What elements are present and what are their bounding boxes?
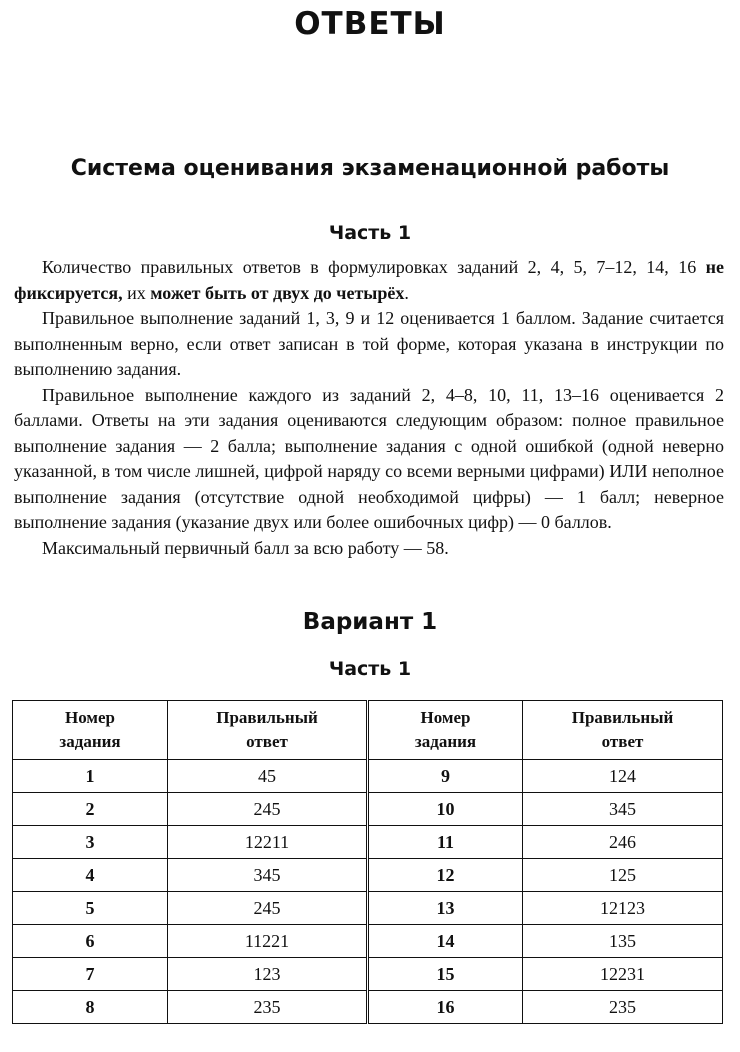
answer-value: 245 (168, 793, 368, 826)
paragraph-text: Количество правильных ответов в формулировках заданий 2, 4, 5, 7–12, 14, 16 (42, 257, 706, 277)
table-row (13, 826, 723, 859)
answers-table (12, 700, 723, 1024)
variant-part-title: Часть 1 (328, 658, 412, 680)
table-row (13, 991, 723, 1024)
task-number: 13 (367, 892, 522, 925)
answer-value: 11221 (168, 925, 368, 958)
answer-value: 12231 (523, 958, 723, 991)
paragraph-text: . (404, 282, 409, 303)
answer-value: 12211 (168, 826, 368, 859)
task-number: 11 (367, 826, 522, 859)
answer-value: 45 (168, 760, 368, 793)
paragraph-max-score: Максимальный первичный балл за всю работу — 58. (42, 537, 449, 558)
answer-value: 245 (168, 892, 368, 925)
task-number: 7 (13, 958, 168, 991)
paragraph-one-point: Правильное выполнение заданий 1, 3, 9 и 12 оценивается 1 баллом. Задание считается выполненным верно, если ответ записан в той форме, которая указана в инструкции по выполнению задания. (14, 308, 724, 379)
header-correct-answer: Правильный ответ (168, 701, 368, 760)
part-title: Часть 1 (328, 222, 412, 244)
answer-value: 125 (523, 859, 723, 892)
answer-value: 135 (523, 925, 723, 958)
task-number: 15 (367, 958, 522, 991)
paragraph-two-points: Правильное выполнение каждого из заданий 2, 4–8, 10, 11, 13–16 оценивается 2 баллами. Ответы на эти задания оцениваются следующим образом: полное правильное выполнение задания — 2 балла; выполнение задания с одной ошибкой (одной неверно указанной, в том числе лишней, цифрой наряду со всеми верными цифрами) ИЛИ неполное выполнение задания (отсутствие одной необходимой цифры) — 1 балл; неверное выполнение задания (указание двух или более ошибочных цифр) — 0 баллов. (14, 384, 724, 532)
grading-description (14, 255, 724, 561)
header-task-number: Номер задания (367, 701, 522, 760)
answer-value: 345 (523, 793, 723, 826)
answer-value: 345 (168, 859, 368, 892)
header-task-number: Номер задания (13, 701, 168, 760)
task-number: 10 (367, 793, 522, 826)
task-number: 5 (13, 892, 168, 925)
task-number: 1 (13, 760, 168, 793)
task-number: 8 (13, 991, 168, 1024)
table-row (13, 892, 723, 925)
task-number: 14 (367, 925, 522, 958)
task-number: 12 (367, 859, 522, 892)
section-title: Система оценивания экзаменационной работы (70, 156, 670, 181)
emphasis-text: не фиксируется, (14, 257, 724, 303)
table-row (13, 760, 723, 793)
task-number: 2 (13, 793, 168, 826)
answer-value: 246 (523, 826, 723, 859)
table-header-row (13, 701, 723, 760)
task-number: 3 (13, 826, 168, 859)
table-row (13, 925, 723, 958)
answer-value: 235 (523, 991, 723, 1024)
answer-value: 124 (523, 760, 723, 793)
table-row (13, 793, 723, 826)
task-number: 6 (13, 925, 168, 958)
variant-title: Вариант 1 (302, 609, 438, 635)
table-row (13, 859, 723, 892)
header-correct-answer: Правильный ответ (523, 701, 723, 760)
paragraph-answer-count (14, 255, 724, 306)
task-number: 9 (367, 760, 522, 793)
answer-value: 235 (168, 991, 368, 1024)
paragraph-text: их (122, 282, 151, 303)
page-title: ОТВЕТЫ (294, 6, 446, 42)
task-number: 16 (367, 991, 522, 1024)
answer-value: 123 (168, 958, 368, 991)
table-row (13, 958, 723, 991)
task-number: 4 (13, 859, 168, 892)
answer-value: 12123 (523, 892, 723, 925)
emphasis-text: может быть от двух до четырёх (150, 282, 405, 303)
